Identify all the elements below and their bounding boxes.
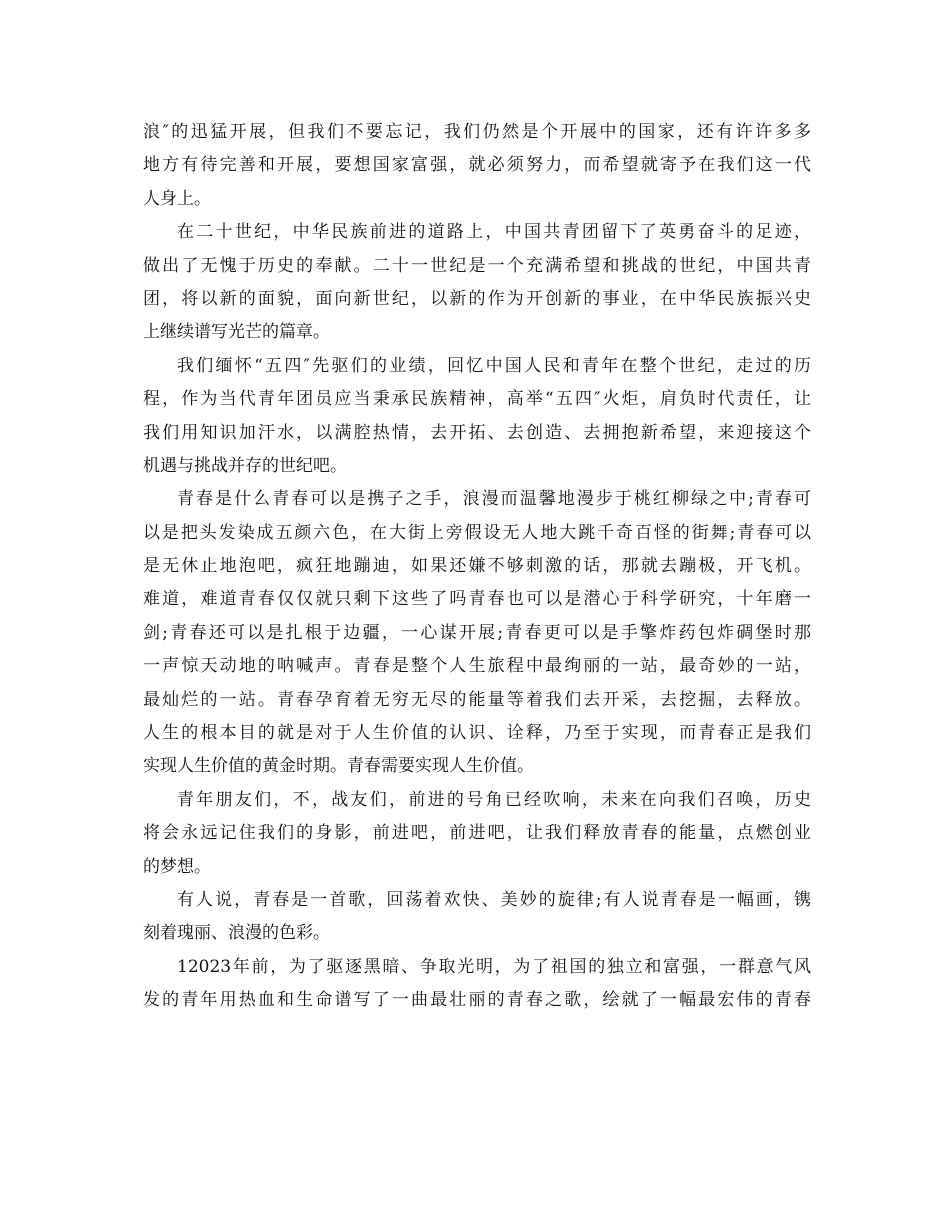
text-line: 发的青年用热血和生命谱写了一曲最壮丽的青春之歌，绘就了一幅最宏伟的青春 [143,990,811,1011]
text-line: 程，作为当代青年团员应当秉承民族精神，高举“五四″火炬，肩负时代责任，让 [143,389,811,410]
paragraph-1 [143,116,811,216]
text-line: 最灿烂的一站。青春孕育着无穷无尽的能量等着我们去开采，去挖掘，去释放。 [143,689,811,710]
text-line: 剑;青春还可以是扎根于边疆，一心谋开展;青春更可以是手擎炸药包炸碉堡时那 [143,622,811,643]
text-line: 在二十世纪，中华民族前进的道路上，中国共青团留下了英勇奋斗的足迹， [177,222,811,243]
text-line: 是无休止地泡吧，疯狂地蹦迪，如果还嫌不够刺激的话，那就去蹦极，开飞机。 [143,556,811,577]
paragraph-2 [143,216,811,350]
text-line: 的梦想。 [143,856,211,877]
text-line: 浪″的迅猛开展，但我们不要忘记，我们仍然是个开展中的国家，还有许许多多 [143,122,811,142]
text-line: 机遇与挑战并存的世纪吧。 [143,455,347,476]
paragraph-6 [143,884,811,951]
text-line: 实现人生价值的黄金时期。青春需要实现人生价值。 [143,756,534,777]
text-line: 我们用知识加汗水，以满腔热情，去开拓、去创造、去拥抱新希望，来迎接这个 [143,422,811,443]
text-line: 以是把头发染成五颜六色，在大街上旁假设无人地大跳千奇百怪的街舞;青春可以 [143,522,811,543]
text-line: 我们缅怀“五四″先驱们的业绩，回忆中国人民和青年在整个世纪，走过的历 [177,355,811,376]
text-line: 刻着瑰丽、浪漫的色彩。 [143,923,330,944]
text-line: 做出了无愧于历史的奉献。二十一世纪是一个充满希望和挑战的世纪，中国共青 [143,255,811,276]
text-line: 地方有待完善和开展，要想国家富强，就必须努力，而希望就寄予在我们这一代 [143,155,811,176]
text-line: 团，将以新的面貌，面向新世纪，以新的作为开创新的事业，在中华民族振兴史 [143,288,811,309]
text-line: 12023年前，为了驱逐黑暗、争取光明，为了祖国的独立和富强，一群意气风 [177,956,811,977]
document-body [143,116,811,1018]
text-line: 人生的根本目的就是对于人生价值的认识、诠释，乃至于实现，而青春正是我们 [143,723,811,744]
paragraph-5 [143,784,811,884]
text-line: 青年朋友们，不，战友们，前进的号角已经吹响，未来在向我们召唤，历史 [177,789,811,810]
text-line: 青春是什么青春可以是携子之手，浪漫而温馨地漫步于桃红柳绿之中;青春可 [177,489,811,510]
text-line: 人身上。 [143,188,211,209]
text-line: 上继续谱写光芒的篇章。 [143,322,330,343]
text-line: 难道，难道青春仅仅就只剩下这些了吗青春也可以是潜心于科学研究，十年磨一 [143,589,811,610]
paragraph-4 [143,483,811,784]
paragraph-3 [143,350,811,484]
text-line: 一声惊天动地的呐喊声。青春是整个人生旅程中最绚丽的一站，最奇妙的一站， [143,656,811,677]
text-line: 将会永远记住我们的身影，前进吧，前进吧，让我们释放青春的能量，点燃创业 [143,823,811,844]
paragraph-7 [143,951,811,1018]
text-line: 有人说，青春是一首歌，回荡着欢快、美妙的旋律;有人说青春是一幅画，镌 [177,889,811,910]
